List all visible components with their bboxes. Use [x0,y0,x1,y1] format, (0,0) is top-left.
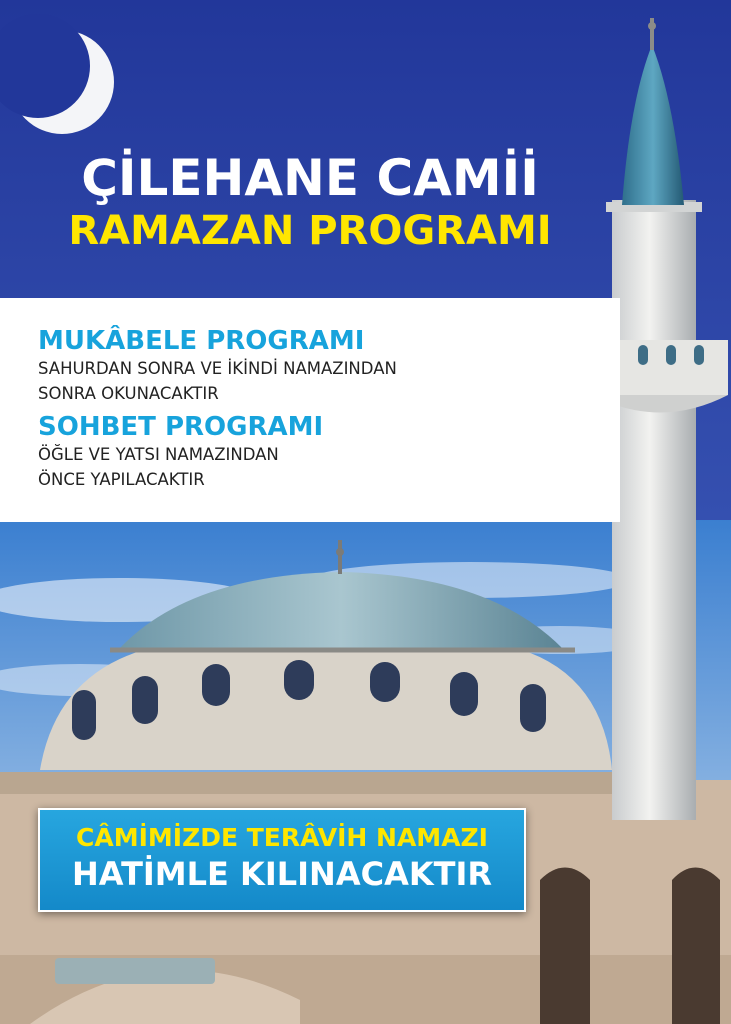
section-line: ÖNCE YAPILACAKTIR [38,470,205,489]
section-title: SOHBET PROGRAMI [38,412,324,442]
banner-line-2: HATİMLE KILINACAKTIR [72,855,492,893]
page-title: ÇİLEHANE CAMİİ [81,149,539,207]
headline [0,150,620,254]
section-line: SAHURDAN SONRA VE İKİNDİ NAMAZINDAN [38,359,397,378]
teravih-banner [38,808,526,912]
program-list [38,326,608,492]
section-line: SONRA OKUNACAKTIR [38,384,219,403]
banner-line-1: CÂMİMİZDE TERÂVİH NAMAZI [76,823,488,852]
program-panel [0,298,620,522]
section-line: ÖĞLE VE YATSI NAMAZINDAN [38,445,279,464]
section-mukabele [38,326,608,406]
page-subtitle: RAMAZAN PROGRAMI [68,208,552,254]
section-sohbet [38,412,608,492]
section-title: MUKÂBELE PROGRAMI [38,326,365,356]
